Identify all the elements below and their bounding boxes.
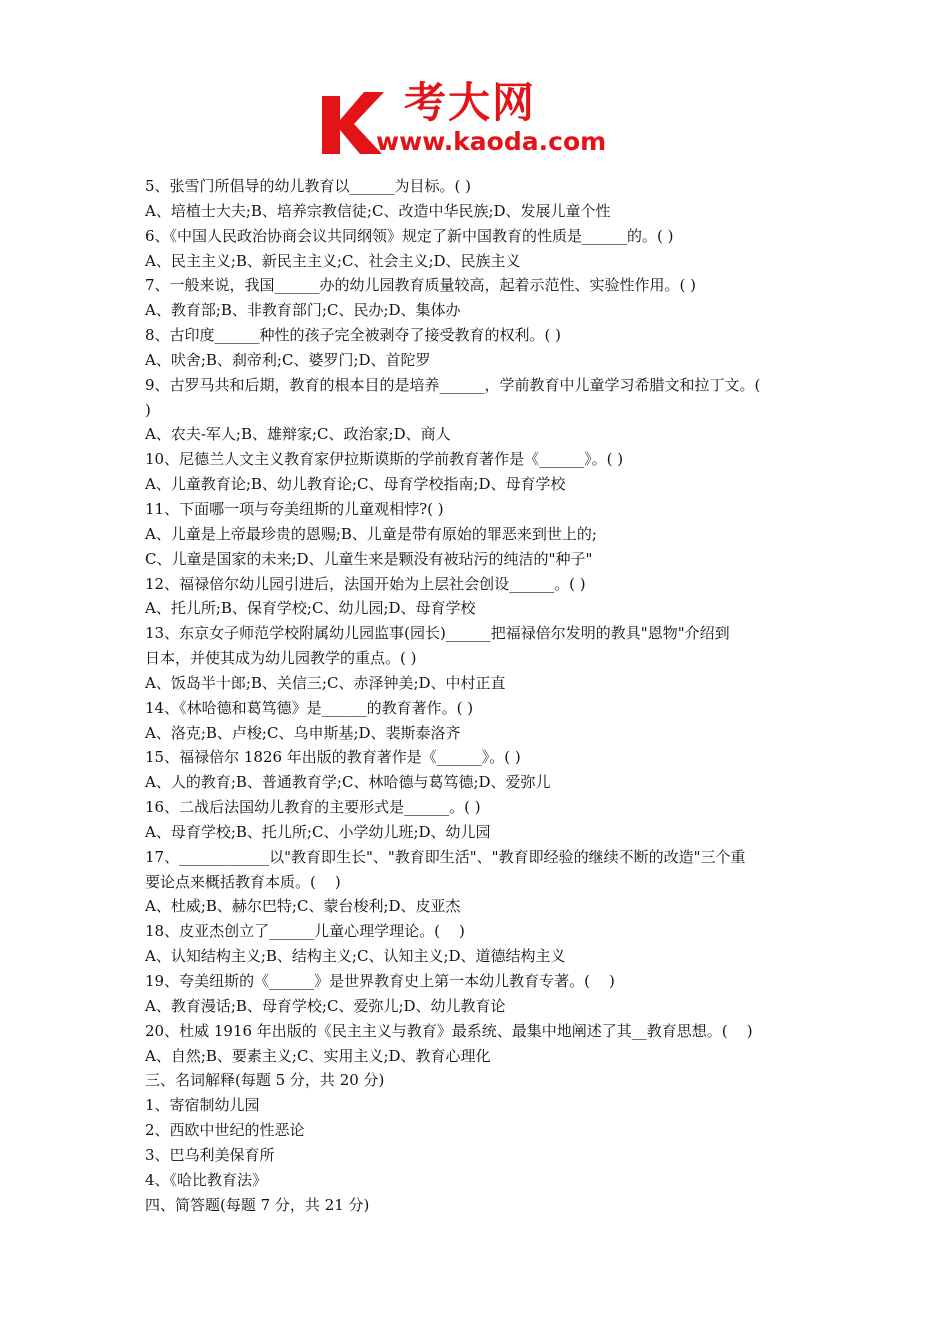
- question-line: 18、皮亚杰创立了______儿童心理学理论。( ): [145, 922, 465, 941]
- question-line: 5、张雪门所倡导的幼儿教育以______为目标。( ): [145, 177, 472, 195]
- options-line: A、饭岛半十郎;B、关信三;C、赤泽钟美;D、中村正直: [145, 673, 506, 692]
- options-line: A、杜威;B、赫尔巴特;C、蒙台梭利;D、皮亚杰: [145, 897, 461, 916]
- options-line: C、儿童是国家的未来;D、儿童生来是颗没有被玷污的纯洁的"种子": [145, 549, 593, 568]
- question-line: 13、东京女子师范学校附属幼儿园监事(园长)______把福禄倍尔发明的教具"恩物"介绍到: [145, 624, 730, 643]
- logo-brand-text: 考大网: [404, 78, 537, 127]
- section-heading: 四、简答题(每题 7 分，共 21 分): [145, 1195, 370, 1214]
- term-item: 3、巴乌利美保育所: [145, 1145, 275, 1164]
- options-line: A、教育部;B、非教育部门;C、民办;D、集体办: [145, 301, 461, 320]
- term-item: 1、寄宿制幼儿园: [145, 1096, 260, 1115]
- question-line: 17、____________以"教育即生长"、"教育即生活"、"教育即经验的继续不断的改造"三个重: [145, 847, 746, 866]
- question-line: 12、福禄倍尔幼儿园引进后，法国开始为上层社会创设______。( ): [145, 574, 586, 593]
- options-line: A、培植士大夫;B、培养宗教信徒;C、改造中华民族;D、发展儿童个性: [145, 201, 611, 220]
- options-line: A、吠舍;B、刹帝利;C、婆罗门;D、首陀罗: [145, 350, 431, 369]
- options-line: A、儿童是上帝最珍贵的恩赐;B、儿童是带有原始的罪恶来到世上的;: [145, 524, 597, 543]
- options-line: A、儿童教育论;B、幼儿教育论;C、母育学校指南;D、母育学校: [145, 475, 566, 494]
- options-line: A、洛克;B、卢梭;C、乌申斯基;D、裴斯泰洛齐: [145, 723, 461, 742]
- options-line: A、农夫-军人;B、雄辩家;C、政治家;D、商人: [145, 425, 451, 444]
- logo-url-text: www.kaoda.com: [376, 127, 607, 156]
- question-line: 19、夸美纽斯的《______》是世界教育史上第一本幼儿教育专著。( ): [145, 972, 615, 990]
- question-line: 16、二战后法国幼儿教育的主要形式是______。( ): [145, 798, 481, 817]
- question-line: 8、古印度______种性的孩子完全被剥夺了接受教育的权利。( ): [145, 326, 562, 345]
- options-line: A、民主主义;B、新民主主义;C、社会主义;D、民族主义: [145, 251, 521, 270]
- options-line: A、自然;B、要素主义;C、实用主义;D、教育心理化: [145, 1046, 491, 1065]
- section-heading: 三、名词解释(每题 5 分，共 20 分): [145, 1071, 385, 1090]
- question-line: 9、古罗马共和后期，教育的根本目的是培养______，学前教育中儿童学习希腊文和拉丁文。(: [145, 375, 761, 394]
- options-line: A、教育漫话;B、母育学校;C、爱弥儿;D、幼儿教育论: [145, 996, 506, 1015]
- options-line: A、人的教育;B、普通教育学;C、林哈德与葛笃德;D、爱弥儿: [145, 773, 551, 792]
- question-line: 7、一般来说，我国______办的幼儿园教育质量较高，起着示范性、实验性作用。( ): [145, 276, 697, 295]
- question-line-continued: ): [145, 400, 151, 419]
- question-line: 15、福禄倍尔 1826 年出版的教育著作是《______》。( ): [145, 748, 521, 767]
- question-line: 11、下面哪一项与夸美纽斯的儿童观相悖?( ): [145, 499, 444, 518]
- term-item: 4、《哈比教育法》: [145, 1170, 268, 1189]
- kaoda-logo[interactable]: [318, 78, 638, 160]
- question-line: 10、尼德兰人文主义教育家伊拉斯谟斯的学前教育著作是《______》。( ): [145, 450, 624, 469]
- question-line-continued: 日本，并使其成为幼儿园教学的重点。( ): [145, 649, 417, 668]
- exam-content: [145, 174, 815, 1217]
- question-line-continued: 要论点来概括教育本质。( ): [145, 872, 341, 891]
- question-line: 6、《中国人民政治协商会议共同纲领》规定了新中国教育的性质是______的。( ): [145, 226, 674, 245]
- options-line: A、母育学校;B、托儿所;C、小学幼儿班;D、幼儿园: [145, 822, 491, 841]
- question-line: 14、《林哈德和葛笃德》是______的教育著作。( ): [145, 698, 474, 717]
- options-line: A、认知结构主义;B、结构主义;C、认知主义;D、道德结构主义: [145, 947, 566, 966]
- term-item: 2、西欧中世纪的性恶论: [145, 1121, 305, 1140]
- question-line: 20、杜威 1916 年出版的《民主主义与教育》最系统、最集中地阐述了其__教育思想。( ): [145, 1021, 753, 1040]
- options-line: A、托儿所;B、保育学校;C、幼儿园;D、母育学校: [145, 599, 476, 618]
